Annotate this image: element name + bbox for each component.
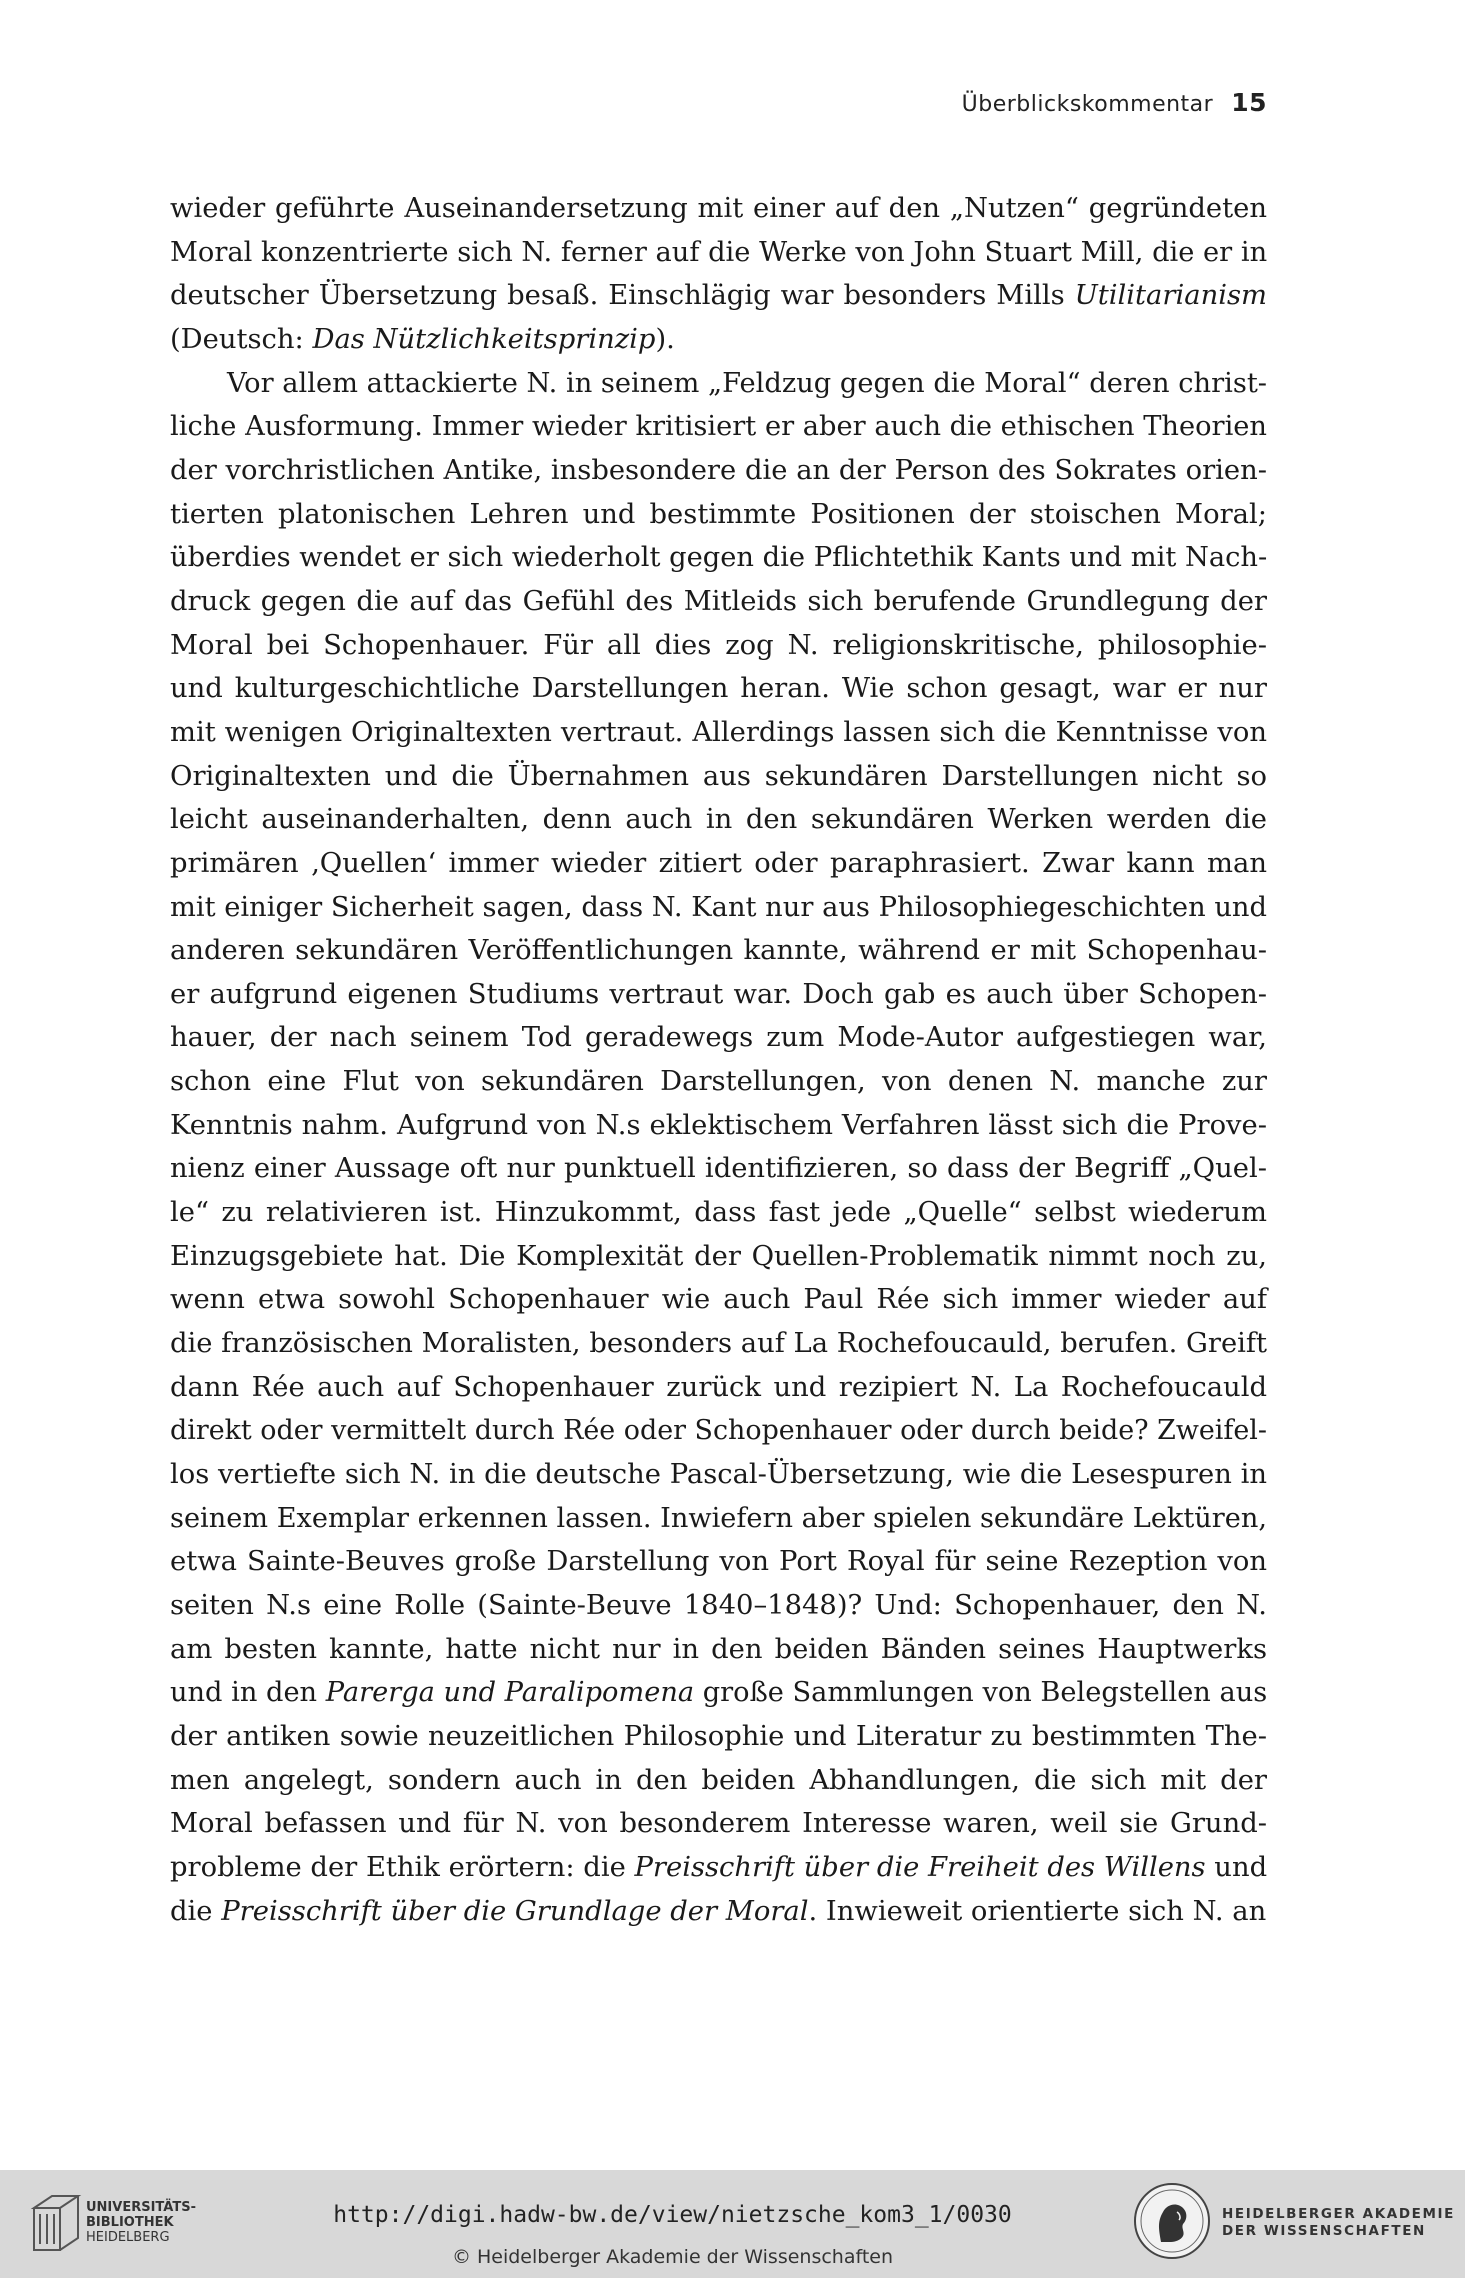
text-line: [170, 1759, 1267, 1803]
text-run: men angelegt, sondern auch in den beiden Abhandlungen, die sich mit der: [170, 1764, 1267, 1796]
text-run: am besten kannte, hatte nicht nur in den beiden Bänden seines Hauptwerks: [170, 1633, 1267, 1665]
text-run: le“ zu relativieren ist. Hinzukommt, dass fast jede „Quelle“ selbst wiederum: [170, 1197, 1267, 1229]
text-run: probleme der Ethik erörtern: die: [170, 1851, 635, 1883]
text-run: Moral konzentrierte sich N. ferner auf die Werke von John Stuart Mill, die er in: [170, 236, 1268, 268]
text-run: hauer, der nach seinem Tod geradewegs zum Mode-Autor aufgestiegen war,: [170, 1022, 1267, 1054]
running-head: [962, 88, 1267, 117]
text-line: [170, 1191, 1267, 1235]
text-run: wenn etwa sowohl Schopenhauer wie auch Paul Rée sich immer wieder auf: [170, 1284, 1267, 1316]
text-run: . Inwieweit orientierte sich N. an: [808, 1895, 1267, 1927]
italic-title: Utilitarianism: [1074, 280, 1267, 312]
text-run: Originaltexten und die Übernahmen aus sekundären Darstellungen nicht so: [170, 760, 1267, 792]
text-run: nienz einer Aussage oft nur punktuell identifizieren, so dass der Begriff „Quel-: [170, 1153, 1267, 1185]
academy-line-1: HEIDELBERGER AKADEMIE: [1222, 2206, 1455, 2222]
text-line: [170, 1235, 1267, 1279]
text-run: primären ‚Quellen‘ immer wieder zitiert oder paraphrasiert. Zwar kann man: [170, 847, 1267, 879]
text-run: und: [1205, 1851, 1268, 1883]
text-run: tierten platonischen Lehren und bestimmte Positionen der stoischen Moral;: [170, 498, 1267, 530]
source-url[interactable]: http://digi.hadw-bw.de/view/nietzsche_kom3_1/0030: [333, 2202, 1012, 2228]
text-line: [170, 1540, 1267, 1584]
text-run: druck gegen die auf das Gefühl des Mitleids sich berufende Grundlegung der: [170, 585, 1267, 617]
italic-title: Preisschrift über die Grundlage der Moral: [221, 1895, 809, 1927]
text-run: und kulturgeschichtliche Darstellungen heran. Wie schon gesagt, war er nur: [170, 673, 1267, 705]
text-run: mit einiger Sicherheit sagen, dass N. Kant nur aus Philosophiegeschichten und: [170, 891, 1267, 923]
text-line: [170, 1890, 1267, 1934]
text-run: Moral befassen und für N. von besonderem Interesse waren, weil sie Grund-: [170, 1808, 1267, 1840]
running-title: Überblickskommentar: [961, 92, 1214, 117]
copyright-note: © Heidelberger Akademie der Wissenschaften: [451, 2246, 894, 2268]
text-run: (Deutsch:: [170, 323, 313, 355]
library-line-2: BIBLIOTHEK: [86, 2215, 174, 2230]
text-line: [170, 755, 1267, 799]
text-line: [170, 274, 1267, 318]
text-run: Kenntnis nahm. Aufgrund von N.s eklektischem Verfahren lässt sich die Prove-: [170, 1109, 1267, 1141]
text-run: dann Rée auch auf Schopenhauer zurück und rezipiert N. La Rochefoucauld: [170, 1371, 1267, 1403]
text-run: seinem Exemplar erkennen lassen. Inwiefern aber spielen sekundäre Lektüren,: [170, 1502, 1267, 1534]
text-line: [170, 449, 1267, 493]
library-line-3: HEIDELBERG: [86, 2230, 170, 2245]
text-run: seiten N.s eine Rolle (Sainte-Beuve 1840–1848)? Und: Schopenhauer, den N.: [170, 1590, 1267, 1621]
text-run: deutscher Übersetzung besaß. Einschlägig war besonders Mills: [170, 280, 1075, 312]
italic-title: Preisschrift über die Freiheit des Willens: [634, 1851, 1206, 1883]
text-line: [170, 493, 1267, 537]
text-line: [170, 1628, 1267, 1672]
text-line: [170, 405, 1267, 449]
text-line: [170, 231, 1267, 275]
text-line: [170, 1453, 1267, 1497]
text-line: [170, 1671, 1267, 1715]
text-run: etwa Sainte-Beuves große Darstellung von Port Royal für seine Rezeption von: [170, 1546, 1267, 1578]
text-run: und in den: [170, 1677, 326, 1709]
italic-title: Das Nützlichkeitsprinzip: [312, 323, 656, 355]
text-line: [170, 667, 1267, 711]
text-line: [170, 1846, 1267, 1890]
text-run: die: [170, 1895, 222, 1927]
text-line: [170, 187, 1267, 231]
text-line: [170, 1497, 1267, 1541]
text-line: [170, 973, 1267, 1017]
text-line: [170, 536, 1267, 580]
text-run: direkt oder vermittelt durch Rée oder Schopenhauer oder durch beide? Zweifel-: [170, 1415, 1267, 1447]
text-line: [170, 1802, 1267, 1846]
text-run: liche Ausformung. Immer wieder kritisiert er aber auch die ethischen Theorien: [170, 411, 1267, 443]
text-line: [170, 711, 1267, 755]
text-run: die französischen Moralisten, besonders auf La Rochefoucauld, berufen. Greift: [170, 1328, 1268, 1360]
text-run: der antiken sowie neuzeitlichen Philosophie und Literatur zu bestimmten The-: [170, 1720, 1267, 1752]
text-line: [170, 624, 1267, 668]
academy-name: [1222, 2206, 1455, 2240]
text-line: [170, 1147, 1267, 1191]
text-run: überdies wendet er sich wiederholt gegen die Pflichtethik Kants und mit Nach-: [170, 542, 1268, 574]
text-run: Vor allem attackierte N. in seinem „Feldzug gegen die Moral“ deren christ-: [227, 367, 1267, 399]
text-line: [170, 1060, 1267, 1104]
text-line: [170, 798, 1267, 842]
text-line: [170, 580, 1267, 624]
text-line: [170, 1584, 1267, 1628]
text-line: [170, 929, 1267, 973]
italic-title: Parerga und Paralipomena: [325, 1677, 695, 1709]
text-line: [170, 1278, 1267, 1322]
text-run: Einzugsgebiete hat. Die Komplexität der Quellen-Problematik nimmt noch zu,: [170, 1240, 1267, 1272]
library-line-1: UNIVERSITÄTS-: [86, 2200, 196, 2215]
footer-bar: [0, 2170, 1465, 2278]
text-line: [170, 1104, 1267, 1148]
text-run: los vertiefte sich N. in die deutsche Pascal-Übersetzung, wie die Lesespuren in: [170, 1459, 1267, 1491]
text-run: der vorchristlichen Antike, insbesondere die an der Person des Sokrates orien-: [170, 454, 1267, 486]
text-line: [170, 318, 1267, 362]
text-line: [170, 1322, 1267, 1366]
text-run: anderen sekundären Veröffentlichungen kannte, während er mit Schopenhau-: [170, 935, 1267, 967]
body-text: [170, 187, 1267, 1933]
text-line: [170, 886, 1267, 930]
page-number: 15: [1231, 88, 1267, 117]
text-line: [170, 1715, 1267, 1759]
text-run: leicht auseinanderhalten, denn auch in den sekundären Werken werden die: [170, 804, 1267, 836]
text-line: [170, 1366, 1267, 1410]
text-run: wieder geführte Auseinandersetzung mit einer auf den „Nutzen“ gegründeten: [170, 193, 1267, 224]
text-run: große Sammlungen von Belegstellen aus: [694, 1677, 1268, 1709]
text-line: [170, 842, 1267, 886]
text-run: Moral bei Schopenhauer. Für all dies zog N. religionskritische, philosophie-: [170, 629, 1267, 661]
text-line: [170, 1409, 1267, 1453]
text-run: schon eine Flut von sekundären Darstellungen, von denen N. manche zur: [170, 1066, 1267, 1098]
text-run: er aufgrund eigenen Studiums vertraut war. Doch gab es auch über Schopen-: [170, 978, 1267, 1010]
text-run: ).: [655, 323, 675, 355]
text-line: [170, 1016, 1267, 1060]
text-run: mit wenigen Originaltexten vertraut. Allerdings lassen sich die Kenntnisse von: [170, 716, 1267, 748]
academy-seal-icon: [1133, 2182, 1211, 2260]
text-line: [170, 362, 1267, 406]
academy-line-2: DER WISSENSCHAFTEN: [1222, 2223, 1426, 2239]
